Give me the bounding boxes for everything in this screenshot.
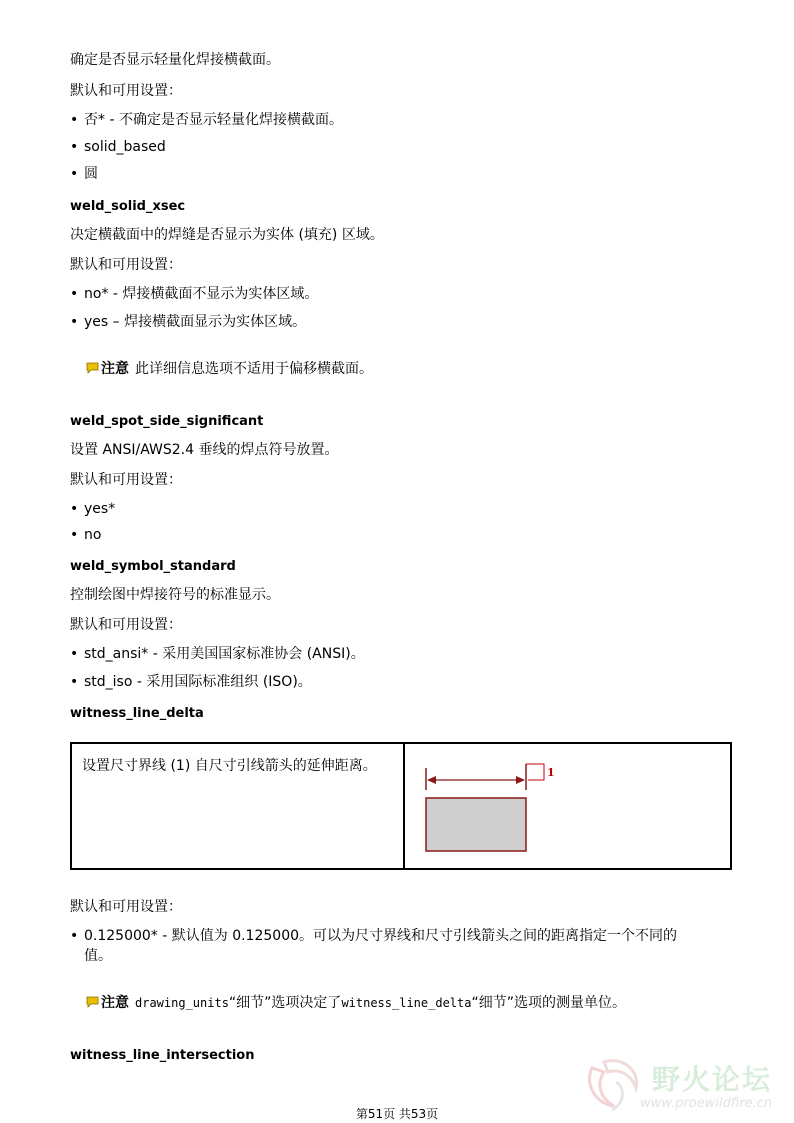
list-item: • yes – 焊接横截面显示为实体区域。 xyxy=(70,314,307,330)
right-arrowhead xyxy=(516,776,525,784)
note-icon xyxy=(86,996,99,1008)
part-block xyxy=(426,798,526,851)
list-item: • solid_based xyxy=(70,139,166,155)
section2-defaults-label: 默认和可用设置： xyxy=(70,257,182,273)
watermark-url: www.proewildfire.cn xyxy=(640,1096,773,1111)
table-divider xyxy=(403,744,405,868)
section4-heading: weld_symbol_standard xyxy=(70,559,236,574)
list-item: • 否* - 不确定是否显示轻量化焊接横截面。 xyxy=(70,112,343,128)
list-item: • std_ansi* - 采用美国国家标准协会 (ANSI)。 xyxy=(70,646,365,662)
table-description-cell: 设置尺寸界线 (1) 自尺寸引线箭头的延伸距离。 xyxy=(82,758,377,774)
left-arrowhead xyxy=(427,776,436,784)
list-item: • 圆 xyxy=(70,166,98,182)
figure-label: 1 xyxy=(547,766,555,779)
page-footer: 第51页 共53页 xyxy=(355,1107,439,1121)
section3-description: 设置 ANSI/AWS2.4 垂线的焊点符号放置。 xyxy=(70,442,339,458)
section5-defaults-label: 默认和可用设置： xyxy=(70,899,182,915)
section2-note: 注意 此详细信息选项不适用于偏移横截面。 xyxy=(86,360,373,378)
list-item: • no xyxy=(70,527,102,543)
watermark-title: 野火论坛 xyxy=(652,1063,773,1096)
delta-callout-bracket xyxy=(526,764,544,780)
section1-description: 确定是否显示轻量化焊接横截面。 xyxy=(70,52,280,68)
section3-defaults-label: 默认和可用设置： xyxy=(70,472,182,488)
witness-line-figure xyxy=(412,754,555,854)
list-item-continuation: 值。 xyxy=(84,948,112,964)
witness-line-table xyxy=(70,742,732,870)
note-icon xyxy=(86,362,99,374)
list-item: • yes* xyxy=(70,501,116,517)
section2-heading: weld_solid_xsec xyxy=(70,199,186,214)
section6-heading: witness_line_intersection xyxy=(70,1048,255,1063)
list-item: • no* - 焊接横截面不显示为实体区域。 xyxy=(70,286,319,302)
section5-heading: witness_line_delta xyxy=(70,706,204,721)
section1-defaults-label: 默认和可用设置： xyxy=(70,83,182,99)
list-item: • 0.125000* - 默认值为 0.125000。可以为尺寸界线和尺寸引线箭头之间的距离指定一个不同的 xyxy=(70,928,678,944)
section5-note: 注意 drawing_units“细节”选项决定了witness_line_delta“细节”选项的测量单位。 xyxy=(86,994,626,1012)
section4-description: 控制绘图中焊接符号的标准显示。 xyxy=(70,587,280,603)
section2-description: 决定横截面中的焊缝是否显示为实体 (填充) 区域。 xyxy=(70,227,384,243)
section4-defaults-label: 默认和可用设置： xyxy=(70,617,182,633)
section3-heading: weld_spot_side_significant xyxy=(70,414,264,429)
list-item: • std_iso - 采用国际标准组织 (ISO)。 xyxy=(70,674,312,690)
